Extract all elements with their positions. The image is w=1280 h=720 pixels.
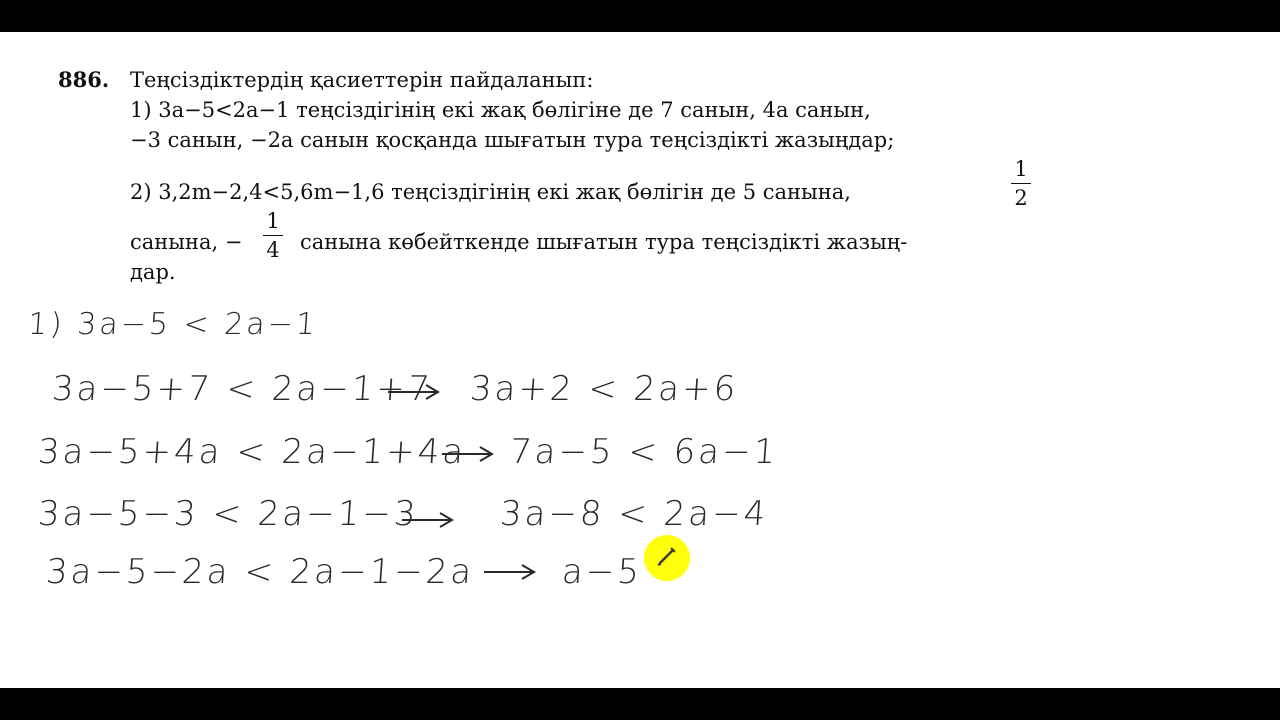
item2-line3: дар. [130,260,176,284]
handwritten-line-1: 1) 3a−5 < 2a−1 [26,307,320,342]
letterbox-bottom [0,688,1280,720]
pen-icon [656,545,678,567]
fraction-one-quarter [263,209,283,262]
right-arrow-icon [440,444,496,464]
fraction-denominator: 2 [1014,186,1028,210]
fraction-bar [1011,183,1031,184]
item1-line2: −3 санын, −2a санын қосқанда шығатын тура теңсіздікті жазыңдар; [130,128,895,152]
letterbox-top [0,0,1280,32]
handwritten-line-2-right: 3a+2 < 2a+6 [468,369,740,409]
right-arrow-icon [482,562,538,582]
item1-line1: 1) 3a−5<2a−1 теңсіздігінің екі жақ бөлігіне де 7 санын, 4a санын, [130,98,871,122]
fraction-numerator: 1 [1014,157,1028,181]
item2-line1: 2) 3,2m−2,4<5,6m−1,6 теңсіздігінің екі жақ бөлігін де 5 санына, [130,180,851,204]
fraction-numerator: 1 [266,209,280,233]
handwritten-line-5-right: a−5 [560,552,644,592]
whiteboard-page [0,32,1280,688]
pen-cursor [644,535,690,581]
right-arrow-icon [386,382,442,402]
problem-title: Теңсіздіктердің қасиеттерін пайдаланып: [130,68,594,92]
handwritten-line-4-left: 3a−5−3 < 2a−1−3 [36,494,420,534]
fraction-denominator: 4 [266,238,280,262]
item2-line2b: санына көбейткенде шығатын тура теңсіздікті жазың- [300,230,908,254]
handwritten-line-5-left: 3a−5−2a < 2a−1−2a [44,552,476,592]
handwritten-line-4-right: 3a−8 < 2a−4 [498,494,770,534]
handwritten-line-3-right: 7a−5 < 6a−1 [508,432,780,472]
right-arrow-icon [400,510,456,530]
handwritten-line-3-left: 3a−5+4a < 2a−1+4a [36,432,468,472]
handwritten-line-2-left: 3a−5+7 < 2a−1+7 [50,369,434,409]
fraction-one-half [1011,157,1031,210]
fraction-bar [263,235,283,236]
item2-line2a: санына, − [130,230,243,254]
problem-number: 886. [58,67,110,92]
